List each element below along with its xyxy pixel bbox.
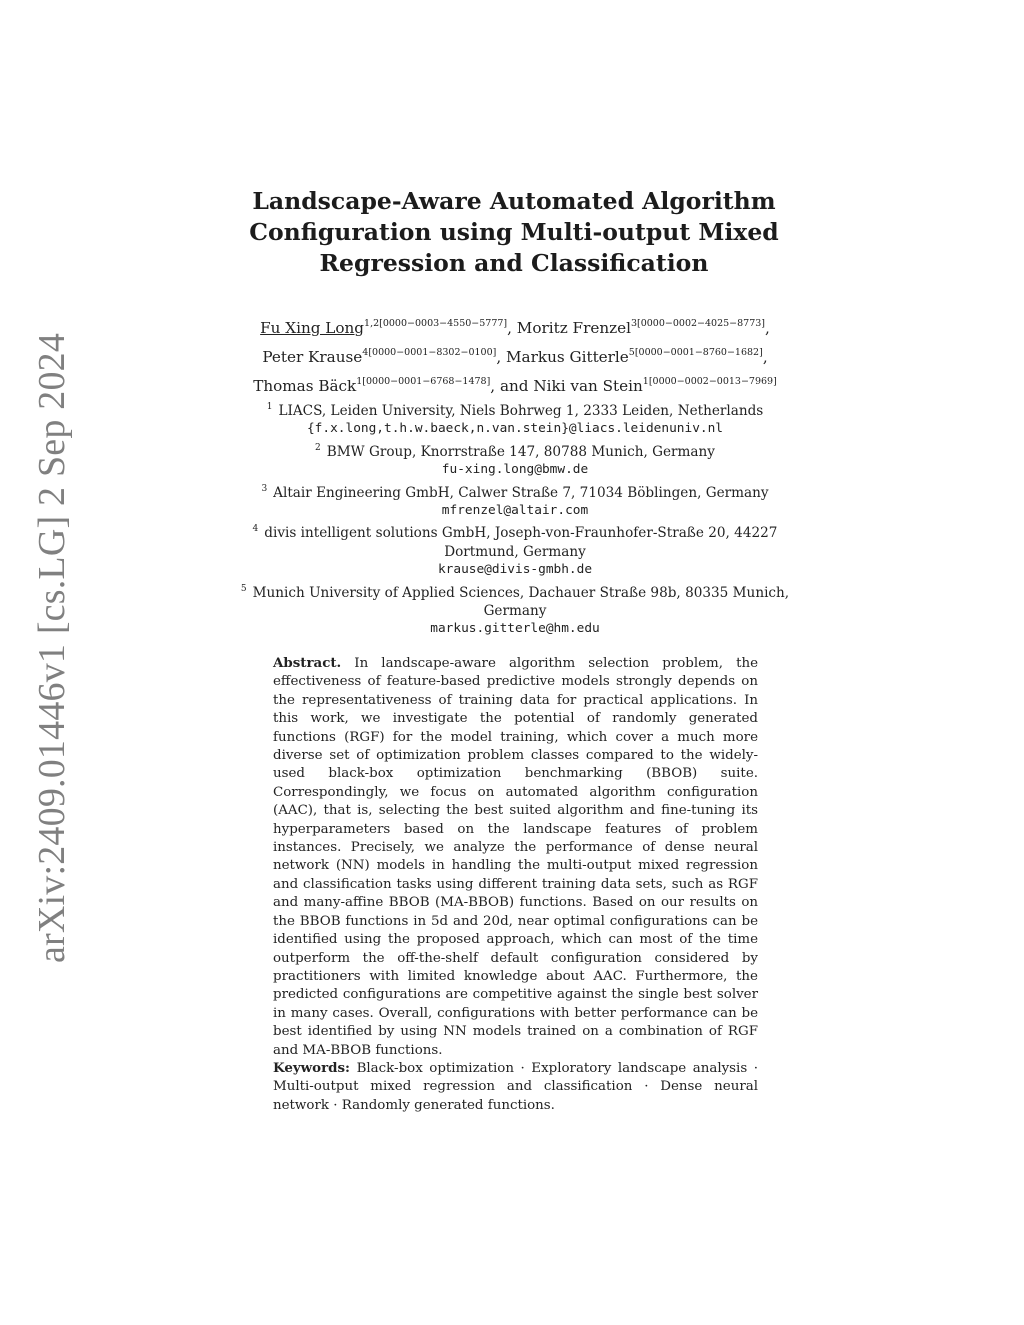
keywords — [273, 1059, 758, 1115]
author-orcid: [0000−0002−4025−8773] — [637, 318, 766, 329]
author-affil: 4 — [362, 347, 369, 358]
author-name: Moritz Frenzel — [516, 319, 631, 337]
author-affil: 1 — [356, 376, 363, 387]
affiliation-number: 1 — [266, 402, 273, 412]
affiliation-number: 2 — [315, 442, 321, 453]
affiliation-number: 4 — [252, 524, 259, 535]
affiliation-text: BMW Group, Knorrstraße 147, 80788 Munich, Germany — [326, 443, 715, 460]
author-orcid: [0000−0001−8302−0100] — [368, 347, 497, 358]
author-orcid: [0000−0001−8760−1682] — [634, 347, 763, 358]
affiliation-email[interactable]: mfrenzel@altair.com — [441, 503, 589, 519]
author-affil: 1,2 — [364, 318, 380, 329]
keywords-text: Black-box optimization · Exploratory landscape analysis · Multi-output mixed regression and classification · Dense neural network · Randomly generated functions. — [273, 1061, 758, 1113]
title-line: Regression and Classification — [319, 249, 709, 277]
affiliation-email[interactable]: fu-xing.long@bmw.de — [441, 462, 589, 478]
affiliation-line — [225, 580, 805, 602]
affiliation-text: Munich University of Applied Sciences, Dachauer Straße 98b, 80335 Munich, — [252, 584, 790, 601]
affiliation-number: 5 — [240, 583, 247, 594]
abstract-label: Abstract. — [273, 655, 342, 671]
affiliation-email[interactable]: krause@divis-gmbh.de — [437, 562, 593, 578]
author-line: Thomas Bäck$^{1[0000-0001-6768-1478]}$, and Niki van Stein$^{1[0000-0002-0013-7969]}$ — [253, 376, 777, 395]
author-line: Peter Krause$^{4[0000-0001-8302-0100]}$, Markus Gitterle$^{5[0000-0001-8760-1682]}$, — [262, 347, 768, 366]
affiliation-email[interactable]: {f.x.long,t.h.w.baeck,n.van.stein}@liacs.leidenuniv.nl — [306, 421, 724, 437]
title-line: Landscape-Aware Automated Algorithm — [252, 187, 776, 215]
affiliation-line — [225, 398, 805, 420]
author-affil: 5 — [628, 347, 635, 358]
affiliation-text-continued: Dortmund, Germany — [444, 543, 586, 560]
affiliation-email[interactable]: markus.gitterle@hm.edu — [430, 621, 600, 637]
author-line: Fu Xing Long$^{1,2[0000-0003-4550-5777]}$, Moritz Frenzel$^{3[0000-0002-4025-8773]}$, — [260, 318, 770, 337]
author-affil: 1 — [642, 376, 649, 387]
author-orcid: [0000−0002−0013−7969] — [648, 376, 777, 387]
affiliation-text-continued: Germany — [483, 603, 547, 620]
arxiv-identifier-text: arXiv:2409.01446v1 [cs.LG] 2 Sep 2024 — [31, 332, 73, 963]
affiliation-line — [225, 480, 805, 502]
affiliation-number: 3 — [261, 483, 268, 494]
affiliation-text: LIACS, Leiden University, Niels Bohrweg 1, 2333 Leiden, Netherlands — [278, 403, 764, 419]
abstract — [273, 654, 758, 1060]
affiliation-text: Altair Engineering GmbH, Calwer Straße 7, 71034 Böblingen, Germany — [273, 484, 769, 501]
arxiv-identifier-stamp — [14, 332, 90, 963]
affiliation-text: divis intelligent solutions GmbH, Joseph-von-Fraunhofer-Straße 20, 44227 — [264, 525, 778, 542]
author-orcid: [0000−0003−4550−5777] — [379, 318, 508, 329]
affiliation-line — [225, 520, 805, 542]
affiliation-line — [225, 439, 805, 461]
abstract-text: In landscape-aware algorithm selection problem, the effectiveness of feature-based predictive models strongly depends on the representativeness of training data for practical applications. In this work, we investigate the potential of randomly generated functions (RGF) for the model training, which cover a much more diverse set of optimization problem classes compared to the widely-used black-box optimization benchmarking (BBOB) suite. Correspondingly, we focus on automated algorithm configuration (AAC), that is, selecting the best suited algorithm and fine-tuning its hyperparameters based on the landscape features of problem instances. Precisely, we analyze the performance of dense neural network (NN) models in handling the multi-output mixed regression and classification tasks using different training data sets, such as RGF and many-affine BBOB (MA-BBOB) functions. Based on our results on the BBOB functions in 5d and 20d, near optimal configurations can be identified using the proposed approach, which can most of the time outperform the off-the-shelf default configuration considered by practitioners with limited knowledge about AAC. Furthermore, the predicted configurations are competitive against the single best solver in many cases. Overall, configurations with better performance can be best identified by using NN models trained on a combination of RGF and MA-BBOB functions. — [273, 656, 758, 1058]
paper-title — [240, 186, 788, 279]
keywords-label: Keywords: — [273, 1060, 351, 1076]
author-name: Peter Krause — [262, 348, 363, 366]
affiliation-list — [225, 398, 805, 639]
author-orcid: [0000−0001−6768−1478] — [362, 376, 491, 387]
title-line: Configuration using Multi-output Mixed — [249, 218, 779, 246]
author-affil: 3 — [630, 318, 638, 329]
author-name: Niki van Stein — [533, 377, 643, 395]
author-list — [225, 313, 805, 400]
author-name: Thomas Bäck — [253, 377, 357, 395]
author-name: Markus Gitterle — [506, 348, 629, 366]
author-name[interactable]: Fu Xing Long — [260, 319, 365, 337]
